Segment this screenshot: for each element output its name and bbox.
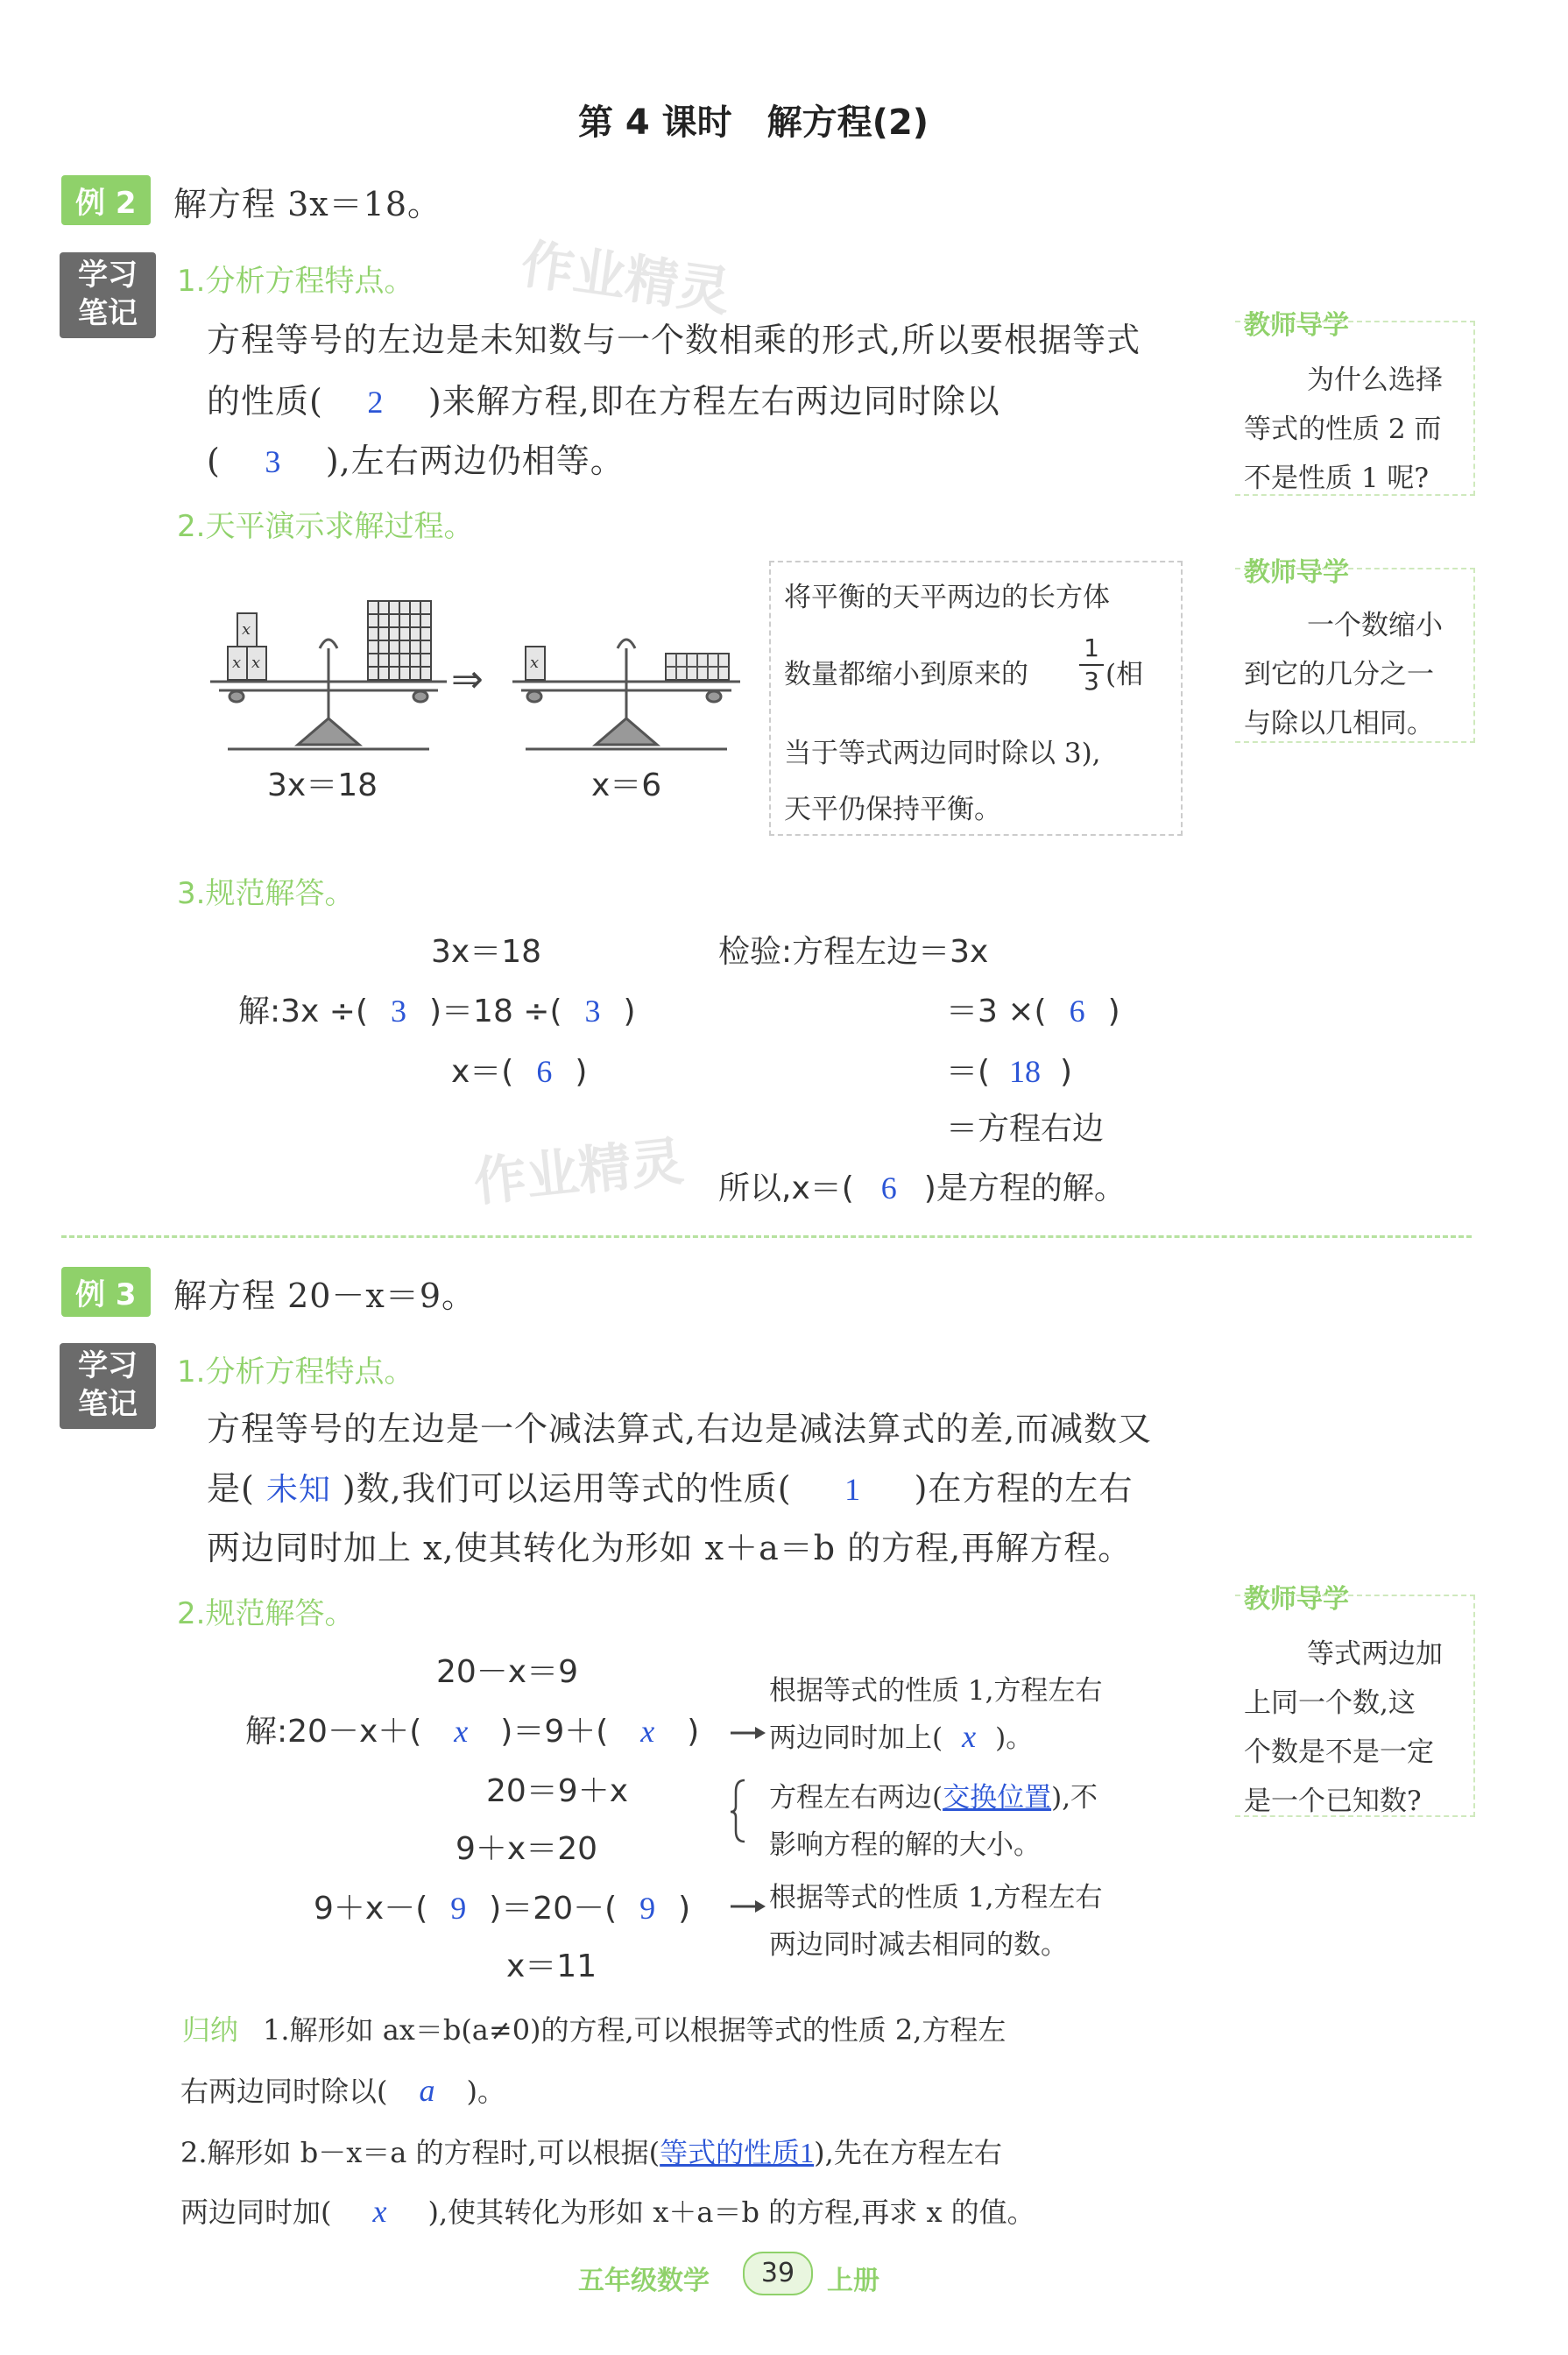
eq-line4: 9＋x＝20	[456, 1831, 598, 1867]
note2-line1: 方程左右两边(交换位置),不	[769, 1782, 1098, 1814]
svg-text:x: x	[242, 620, 251, 639]
answer: 2	[367, 385, 385, 420]
teacher-guide-heading: 教师导学	[1244, 557, 1349, 588]
eq-line3: 20＝9＋x	[486, 1773, 629, 1809]
tg2-line1: 一个数缩小	[1307, 610, 1443, 641]
tg2-line2: 到它的几分之一	[1244, 659, 1434, 690]
check-line4: ＝方程右边	[946, 1111, 1105, 1147]
teacher-guide-heading: 教师导学	[1244, 310, 1349, 341]
caption-before: 3x＝18	[267, 767, 378, 803]
fraction-one-third: 1 3	[1079, 633, 1104, 697]
study-notes-badge	[60, 252, 156, 338]
ex2-para-line3: ( 3 ),左右两边仍相等。	[207, 442, 625, 480]
tg3-line2: 上同一个数,这	[1244, 1687, 1416, 1719]
unit-cube-stack	[368, 601, 431, 680]
answer: x	[372, 2194, 387, 2229]
note3-line1: 根据等式的性质 1,方程左右	[769, 1882, 1103, 1913]
box-line2: 数量都缩小到原来的	[784, 659, 1028, 690]
solution-line3: x＝( 6 )	[451, 1054, 588, 1090]
summary-line4: 两边同时加( x ),使其转化为形如 x＋a＝b 的方程,再求 x 的值。	[180, 2194, 1035, 2229]
answer: 1	[844, 1472, 862, 1507]
answer: 未知	[265, 1472, 331, 1507]
check-line2: ＝3 ×( 6 )	[946, 994, 1120, 1029]
summary-label: 归纳	[182, 2013, 239, 2047]
study-notes-label: 学习 笔记	[78, 1348, 138, 1422]
footer-volume: 上册	[827, 2266, 879, 2296]
tg1-line1: 为什么选择	[1307, 364, 1443, 396]
caption-after: x＝6	[591, 767, 662, 803]
eq-line6: x＝11	[506, 1948, 597, 1984]
arrow-icon: ⇒	[451, 657, 484, 702]
box-line2-end: (相	[1105, 659, 1144, 690]
solution-line2: 解:3x ÷( 3 )＝18 ÷( 3 )	[238, 994, 636, 1029]
check-line1: 检验:方程左边＝3x	[718, 934, 989, 970]
tg3-line1: 等式两边加	[1307, 1638, 1443, 1670]
section-solution: 3.规范解答。	[177, 876, 355, 911]
answer: 等式的性质1	[660, 2137, 815, 2168]
eq-line5: 9＋x－( 9 )＝20－( 9 )	[314, 1891, 691, 1927]
note1-line1: 根据等式的性质 1,方程左右	[769, 1675, 1103, 1707]
box-line4: 天平仍保持平衡。	[784, 794, 1001, 825]
note2-line2: 影响方程的解的大小。	[769, 1829, 1041, 1861]
note1-line2: 两边同时加上( x )。	[769, 1719, 1034, 1754]
box-line1: 将平衡的天平两边的长方体	[784, 582, 1110, 613]
answer: x	[962, 1719, 977, 1754]
eq-line1: 20－x＝9	[436, 1654, 579, 1690]
watermark: 作业精灵	[470, 1130, 687, 1214]
answer: x	[640, 1714, 655, 1749]
tg3-line3: 个数是不是一定	[1244, 1736, 1434, 1768]
ex3-para-line1: 方程等号的左边是一个减法算式,右边是减法算式的差,而减数又	[207, 1410, 1153, 1448]
summary-line2: 右两边同时除以( a )。	[180, 2073, 505, 2108]
section-balance: 2.天平演示求解过程。	[177, 509, 474, 544]
ex3-para-line3: 两边同时加上 x,使其转化为形如 x＋a＝b 的方程,再解方程。	[207, 1529, 1133, 1567]
summary-line1: 1.解形如 ax＝b(a≠0)的方程,可以根据等式的性质 2,方程左	[263, 2013, 1006, 2047]
unknown-blocks	[228, 613, 266, 680]
ex2-para-line1: 方程等号的左边是未知数与一个数相乘的形式,所以要根据等式	[207, 321, 1141, 359]
ex3-para-line2: 是( 未知 )数,我们可以运用等式的性质( 1 )在方程的左右	[207, 1461, 1133, 1510]
tg3-line4: 是一个已知数?	[1244, 1786, 1422, 1817]
answer: 9	[450, 1891, 467, 1926]
answer: 3	[265, 444, 282, 479]
example-2-problem: 解方程 3x＝18。	[173, 185, 442, 223]
answer: a	[419, 2073, 435, 2108]
study-notes-label: 学习 笔记	[78, 258, 138, 331]
solution-line1: 3x＝18	[431, 934, 542, 970]
example-3-badge: 例 3	[61, 1267, 151, 1317]
page-number: 39	[743, 2252, 813, 2295]
section-analyze: 1.分析方程特点。	[177, 1354, 414, 1390]
svg-text:x: x	[530, 654, 540, 672]
watermark: 作业精灵	[517, 233, 735, 324]
teacher-guide-heading: 教师导学	[1244, 1584, 1349, 1615]
answer: 6	[536, 1054, 553, 1089]
answer: 18	[1009, 1054, 1042, 1089]
answer: 3	[391, 994, 406, 1029]
section-divider	[61, 1235, 1472, 1238]
answer: 9	[639, 1891, 656, 1926]
tg1-line2: 等式的性质 2 而	[1244, 414, 1442, 445]
page-title: 第 4 课时 解方程(2)	[578, 103, 929, 143]
check-line3: ＝( 18 )	[946, 1054, 1073, 1090]
study-notes-badge	[60, 1343, 156, 1429]
eq-line2: 解:20－x＋( x )＝9＋( x )	[245, 1714, 700, 1750]
answer: 3	[584, 994, 601, 1029]
svg-text:x: x	[232, 654, 242, 672]
summary-line3: 2.解形如 b－x＝a 的方程时,可以根据(等式的性质1),先在方程左右	[180, 2136, 1002, 2169]
ex2-para-line2: 的性质( 2 )来解方程,即在方程左右两边同时除以	[207, 382, 1000, 421]
section-analyze: 1.分析方程特点。	[177, 264, 414, 299]
check-line5: 所以,x＝( 6 )是方程的解。	[718, 1170, 1126, 1206]
note3-line2: 两边同时减去相同的数。	[769, 1929, 1068, 1961]
footer-grade: 五年级数学	[578, 2266, 710, 2296]
balance-scale-right	[512, 640, 740, 749]
svg-text:x: x	[251, 654, 261, 672]
tg2-line3: 与除以几相同。	[1244, 708, 1434, 739]
step-arrows	[727, 1708, 771, 1919]
section-solution: 2.规范解答。	[177, 1596, 355, 1631]
example-3-problem: 解方程 20－x＝9。	[173, 1277, 477, 1315]
answer: x	[454, 1714, 469, 1749]
answer: 6	[1069, 994, 1085, 1029]
answer: 交换位置	[943, 1782, 1052, 1813]
example-2-badge: 例 2	[61, 175, 151, 225]
tg1-line3: 不是性质 1 呢?	[1244, 463, 1430, 494]
balance-scale-illustration	[201, 596, 745, 753]
box-line3: 当于等式两边同时除以 3),	[784, 738, 1101, 769]
answer: 6	[880, 1170, 897, 1206]
